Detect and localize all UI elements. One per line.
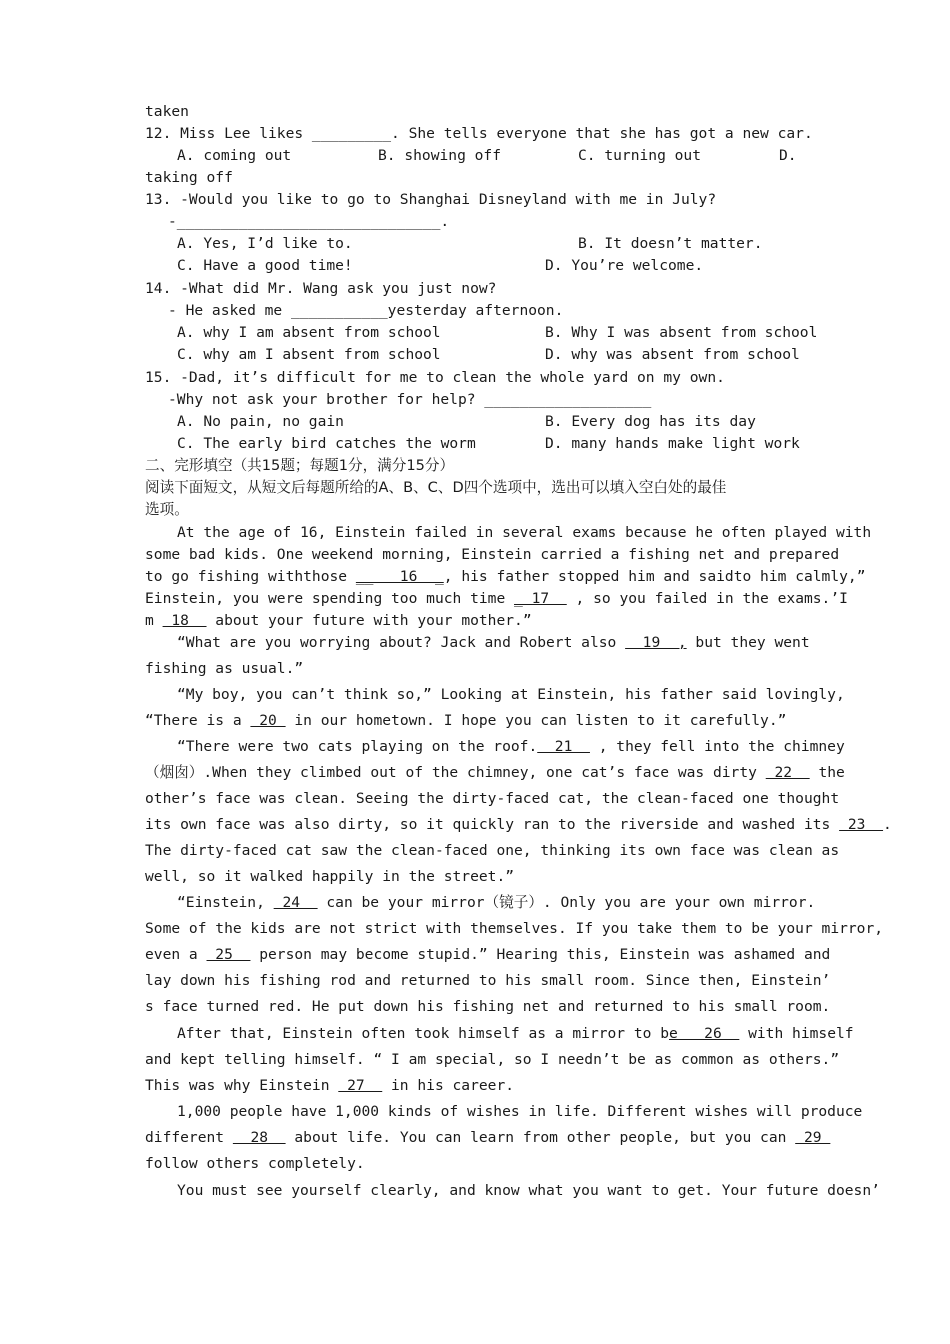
passage-line: fishing as usual.” <box>145 660 304 677</box>
passage-line: “My boy, you can’t think so,” Looking at Einstein, his father said lovingly, <box>177 686 845 703</box>
passage-line: You must see yourself clearly, and know what you want to get. Your future doesn’ <box>177 1182 880 1199</box>
text-line: taken <box>145 103 189 120</box>
passage-line: its own face was also dirty, so it quickly ran to the riverside and washed its 23 . <box>145 816 892 833</box>
passage-line: to go fishing withthose __ 16 _, his father stopped him and saidto him calmly,” <box>145 568 866 585</box>
option-a: A. why I am absent from school <box>177 324 441 341</box>
section-instructions: 阅读下面短文，从短文后每题所给的A、B、C、D四个选项中，选出可以填入空白处的最佳 <box>145 479 727 496</box>
passage-line: lay down his fishing rod and returned to his small room. Since then, Einstein’ <box>145 972 831 989</box>
section-heading: 二、完形填空（共15题；每题1分，满分15分） <box>145 457 455 474</box>
blank-28: 28 <box>232 1129 286 1146</box>
option-a: A. Yes, I’d like to. <box>177 235 353 252</box>
blank-18: 18 <box>162 612 207 629</box>
passage-line: well, so it walked happily in the street.” <box>145 868 515 885</box>
passage-line: “What are you worrying about? Jack and Robert also 19 , but they went <box>177 634 810 651</box>
passage-line: The dirty-faced cat saw the clean-faced one, thinking its own face was clean as <box>145 842 840 859</box>
option-c: C. The early bird catches the worm <box>177 435 476 452</box>
blank-26: e 26 <box>669 1025 740 1042</box>
blank-24: 24 <box>273 894 318 911</box>
blank-25: 25 <box>206 946 251 963</box>
blank-19: 19 , <box>625 634 687 651</box>
question-14: 14. -What did Mr. Wang ask you just now? <box>145 280 497 297</box>
option-d: D. <box>779 147 797 164</box>
question-13: 13. -Would you like to go to Shanghai Disneyland with me in July? <box>145 191 717 208</box>
text-line: -Why not ask your brother for help? ___________________ <box>168 391 652 408</box>
passage-line: s face turned red. He put down his fishing net and returned to his small room. <box>145 998 831 1015</box>
section-instructions-cont: 选项。 <box>145 501 189 518</box>
passage-line: even a 25 person may become stupid.” Hearing this, Einstein was ashamed and <box>145 946 831 963</box>
option-d: D. many hands make light work <box>545 435 800 452</box>
option-c: C. turning out <box>578 147 702 164</box>
blank-20: 20 <box>250 712 286 729</box>
blank-22: 22 <box>765 764 810 781</box>
option-d: D. why was absent from school <box>545 346 800 363</box>
passage-line: 1,000 people have 1,000 kinds of wishes in life. Different wishes will produce <box>177 1103 863 1120</box>
text-line: - He asked me ___________yesterday afternoon. <box>168 302 564 319</box>
option-b: B. Why I was absent from school <box>545 324 818 341</box>
option-b: B. showing off <box>378 147 502 164</box>
passage-line: m 18 about your future with your mother.” <box>145 612 532 629</box>
blank-21: 21 <box>537 738 590 755</box>
passage-line: different 28 about life. You can learn from other people, but you can 29 <box>145 1129 831 1146</box>
option-d: D. You’re welcome. <box>545 257 704 274</box>
option-a: A. coming out <box>177 147 292 164</box>
passage-line: （烟囱）.When they climbed out of the chimney, one cat’s face was dirty 22 the <box>145 764 845 781</box>
blank-16: __ 16 _ <box>355 568 444 585</box>
option-a: A. No pain, no gain <box>177 413 344 430</box>
option-c: C. Have a good time! <box>177 257 353 274</box>
passage-line: Some of the kids are not strict with themselves. If you take them to be your mirror, <box>145 920 884 937</box>
passage-line: other’s face was clean. Seeing the dirty-faced cat, the clean-faced one thought <box>145 790 840 807</box>
passage-line: After that, Einstein often took himself as a mirror to be 26 with himself <box>177 1025 854 1042</box>
option-c: C. why am I absent from school <box>177 346 441 363</box>
passage-line: At the age of 16, Einstein failed in several exams because he often played with <box>177 524 872 541</box>
question-12: 12. Miss Lee likes _________. She tells everyone that she has got a new car. <box>145 125 813 142</box>
question-15: 15. -Dad, it’s difficult for me to clean the whole yard on my own. <box>145 369 725 386</box>
passage-line: “There is a 20 in our hometown. I hope you can listen to it carefully.” <box>145 712 787 729</box>
option-b: B. It doesn’t matter. <box>578 235 763 252</box>
passage-line: “Einstein, 24 can be your mirror（镜子）. Only you are your own mirror. <box>177 894 816 911</box>
blank-23: 23 <box>839 816 884 833</box>
answer-blank: -______________________________. <box>168 213 450 230</box>
option-b: B. Every dog has its day <box>545 413 756 430</box>
passage-line: some bad kids. One weekend morning, Einstein carried a fishing net and prepared <box>145 546 840 563</box>
passage-line: “There were two cats playing on the roof. 21 , they fell into the chimney <box>177 738 845 755</box>
passage-line: Einstein, you were spending too much time _ 17 , so you failed in the exams.’I <box>145 590 848 607</box>
passage-line: and kept telling himself. “ I am special, so I needn’t be as common as others.” <box>145 1051 840 1068</box>
blank-27: 27 <box>338 1077 383 1094</box>
passage-line: This was why Einstein 27 in his career. <box>145 1077 515 1094</box>
text-line: taking off <box>145 169 233 186</box>
blank-17: _ 17 <box>514 590 567 607</box>
passage-line: follow others completely. <box>145 1155 365 1172</box>
blank-29: 29 <box>795 1129 831 1146</box>
